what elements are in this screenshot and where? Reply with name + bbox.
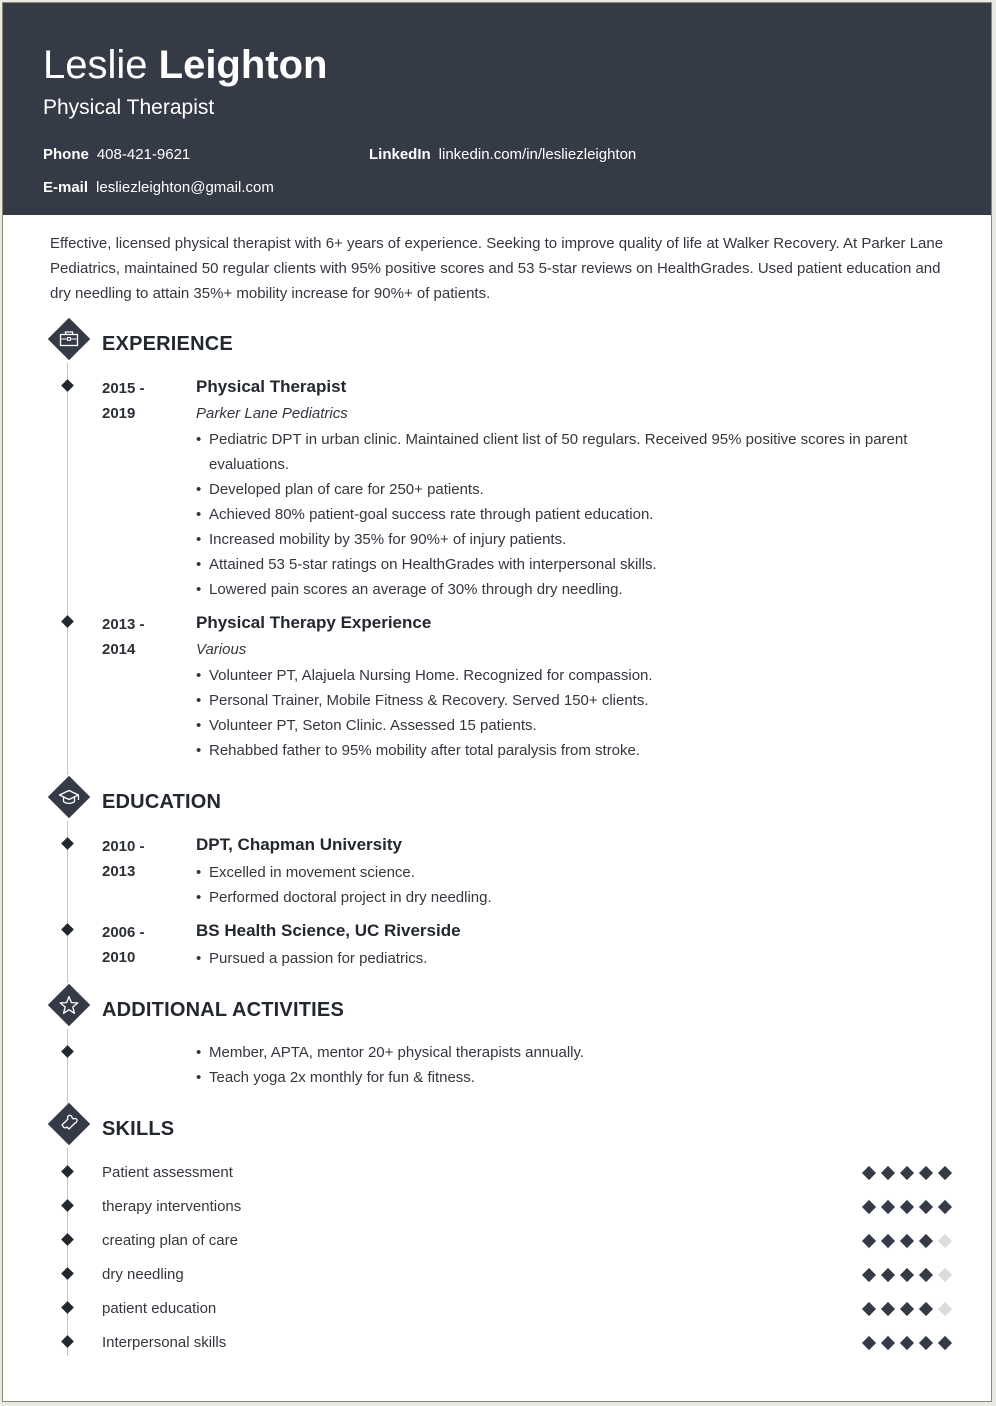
skills-timeline-line bbox=[67, 1148, 68, 1356]
bullet-item: • Performed doctoral project in dry needling. bbox=[196, 885, 936, 910]
phone-value: 408-421-9621 bbox=[96, 146, 191, 163]
timeline-marker bbox=[61, 1199, 74, 1212]
education-bullets bbox=[196, 946, 936, 971]
email-value[interactable]: lesliezleighton@gmail.com bbox=[96, 179, 274, 196]
job-end: 2014 bbox=[102, 641, 136, 658]
bullet-item: • Excelled in movement science. bbox=[196, 860, 936, 885]
job-start: 2015 - bbox=[102, 380, 145, 397]
skill-rating bbox=[863, 1199, 951, 1215]
edu-start: 2006 - bbox=[102, 924, 145, 941]
briefcase-icon bbox=[48, 318, 90, 360]
bullet-item: • Pediatric DPT in urban clinic. Maintained client list of 50 regulars. Received 95% positive scores in parent evaluations. bbox=[196, 427, 936, 477]
rating-diamond-filled bbox=[919, 1234, 933, 1248]
activities-heading: ADDITIONAL ACTIVITIES bbox=[102, 999, 344, 1021]
skill-rating bbox=[863, 1165, 951, 1181]
rating-diamond-filled bbox=[900, 1234, 914, 1248]
rating-diamond-filled bbox=[862, 1234, 876, 1248]
rating-diamond-filled bbox=[919, 1166, 933, 1180]
graduation-cap-icon bbox=[48, 776, 90, 818]
bullet-item: • Lowered pain scores an average of 30% through dry needling. bbox=[196, 577, 936, 602]
star-icon bbox=[48, 984, 90, 1026]
education-dates bbox=[102, 920, 182, 970]
education-bullets bbox=[196, 860, 936, 910]
skill-name: Patient assessment bbox=[102, 1164, 233, 1181]
rating-diamond-empty bbox=[938, 1234, 952, 1248]
rating-diamond-empty bbox=[938, 1268, 952, 1282]
rating-diamond-filled bbox=[900, 1200, 914, 1214]
summary-paragraph: Effective, licensed physical therapist with 6+ years of experience. Seeking to improve quality of life at Walker Recovery. At Parker Lane Pediatrics, maintained 50 regular clients with 95% positive scores and 53 5-star reviews on HealthGrades. Used patient education and dry needling to attain 35%+ mobility increase for 90%+ of patients. bbox=[50, 235, 944, 302]
contact-phone bbox=[43, 145, 190, 165]
edu-end: 2013 bbox=[102, 863, 136, 880]
rating-diamond-filled bbox=[919, 1336, 933, 1350]
bullet-item: • Pursued a passion for pediatrics. bbox=[196, 946, 936, 971]
rating-diamond-filled bbox=[862, 1268, 876, 1282]
degree-title: BS Health Science, UC Riverside bbox=[196, 921, 461, 940]
activities-bullets bbox=[196, 1040, 936, 1090]
rating-diamond-filled bbox=[900, 1268, 914, 1282]
bullet-item: • Rehabbed father to 95% mobility after total paralysis from stroke. bbox=[196, 738, 936, 763]
timeline-marker bbox=[61, 837, 74, 850]
job-bullets bbox=[196, 427, 936, 602]
company-name: Various bbox=[196, 641, 247, 658]
rating-diamond-filled bbox=[938, 1166, 952, 1180]
contact-email bbox=[43, 178, 274, 198]
degree-title: DPT, Chapman University bbox=[196, 835, 402, 854]
job-title: Physical Therapist bbox=[43, 96, 215, 119]
rating-diamond-filled bbox=[900, 1302, 914, 1316]
linkedin-value[interactable]: linkedin.com/in/lesliezleighton bbox=[438, 146, 637, 163]
edu-end: 2010 bbox=[102, 949, 136, 966]
linkedin-label: LinkedIn bbox=[369, 146, 431, 163]
timeline-marker bbox=[61, 615, 74, 628]
skill-name: dry needling bbox=[102, 1266, 184, 1283]
rating-diamond-filled bbox=[900, 1336, 914, 1350]
skills-heading: SKILLS bbox=[102, 1118, 175, 1140]
timeline-marker bbox=[61, 1335, 74, 1348]
timeline-marker bbox=[61, 1301, 74, 1314]
edu-start: 2010 - bbox=[102, 838, 145, 855]
rating-diamond-filled bbox=[862, 1166, 876, 1180]
job-title: Physical Therapist bbox=[196, 377, 347, 396]
job-dates bbox=[102, 376, 182, 426]
last-name: Leighton bbox=[158, 43, 328, 87]
timeline-marker bbox=[61, 923, 74, 936]
resume-header bbox=[3, 3, 991, 215]
rating-diamond-filled bbox=[938, 1200, 952, 1214]
rating-diamond-filled bbox=[881, 1234, 895, 1248]
first-name: Leslie bbox=[43, 43, 148, 87]
company-name: Parker Lane Pediatrics bbox=[196, 405, 348, 422]
resume-page bbox=[2, 2, 992, 1402]
timeline-marker bbox=[61, 1165, 74, 1178]
rating-diamond-filled bbox=[881, 1200, 895, 1214]
email-label: E-mail bbox=[43, 179, 89, 196]
skill-rating bbox=[863, 1301, 951, 1317]
skill-rating bbox=[863, 1233, 951, 1249]
bullet-item: • Volunteer PT, Seton Clinic. Assessed 15 patients. bbox=[196, 713, 936, 738]
bullet-item: • Teach yoga 2x monthly for fun & fitness. bbox=[196, 1065, 936, 1090]
rating-diamond-empty bbox=[938, 1302, 952, 1316]
rating-diamond-filled bbox=[881, 1166, 895, 1180]
bullet-item: • Attained 53 5-star ratings on HealthGrades with interpersonal skills. bbox=[196, 552, 936, 577]
skill-rating bbox=[863, 1267, 951, 1283]
skill-rating bbox=[863, 1335, 951, 1351]
rating-diamond-filled bbox=[862, 1302, 876, 1316]
experience-heading: EXPERIENCE bbox=[102, 333, 233, 355]
bullet-item: • Achieved 80% patient-goal success rate through patient education. bbox=[196, 502, 936, 527]
rating-diamond-filled bbox=[919, 1302, 933, 1316]
timeline-marker bbox=[61, 1045, 74, 1058]
job-bullets bbox=[196, 663, 936, 763]
job-end: 2019 bbox=[102, 405, 136, 422]
rating-diamond-filled bbox=[900, 1166, 914, 1180]
job-start: 2013 - bbox=[102, 616, 145, 633]
bullet-item: • Personal Trainer, Mobile Fitness & Recovery. Served 150+ clients. bbox=[196, 688, 936, 713]
skill-name: creating plan of care bbox=[102, 1232, 238, 1249]
timeline-marker bbox=[61, 379, 74, 392]
skill-name: therapy interventions bbox=[102, 1198, 242, 1215]
education-dates bbox=[102, 834, 182, 884]
skill-name: patient education bbox=[102, 1300, 217, 1317]
puzzle-piece-icon bbox=[48, 1103, 90, 1145]
experience-timeline-line bbox=[67, 363, 68, 775]
bullet-item: • Member, APTA, mentor 20+ physical therapists annually. bbox=[196, 1040, 936, 1065]
rating-diamond-filled bbox=[862, 1336, 876, 1350]
job-dates bbox=[102, 612, 182, 662]
phone-label: Phone bbox=[43, 146, 89, 163]
rating-diamond-filled bbox=[881, 1302, 895, 1316]
rating-diamond-filled bbox=[938, 1336, 952, 1350]
bullet-item: • Developed plan of care for 250+ patients. bbox=[196, 477, 936, 502]
job-title: Physical Therapy Experience bbox=[196, 613, 432, 632]
education-heading: EDUCATION bbox=[102, 791, 222, 813]
rating-diamond-filled bbox=[881, 1268, 895, 1282]
rating-diamond-filled bbox=[919, 1268, 933, 1282]
rating-diamond-filled bbox=[862, 1200, 876, 1214]
skill-name: Interpersonal skills bbox=[102, 1334, 227, 1351]
bullet-item: • Volunteer PT, Alajuela Nursing Home. Recognized for compassion. bbox=[196, 663, 936, 688]
candidate-name bbox=[43, 41, 328, 89]
rating-diamond-filled bbox=[881, 1336, 895, 1350]
activities-timeline-line bbox=[67, 1029, 68, 1104]
contact-linkedin bbox=[369, 145, 636, 165]
bullet-item: • Increased mobility by 35% for 90%+ of injury patients. bbox=[196, 527, 936, 552]
timeline-marker bbox=[61, 1267, 74, 1280]
rating-diamond-filled bbox=[919, 1200, 933, 1214]
timeline-marker bbox=[61, 1233, 74, 1246]
